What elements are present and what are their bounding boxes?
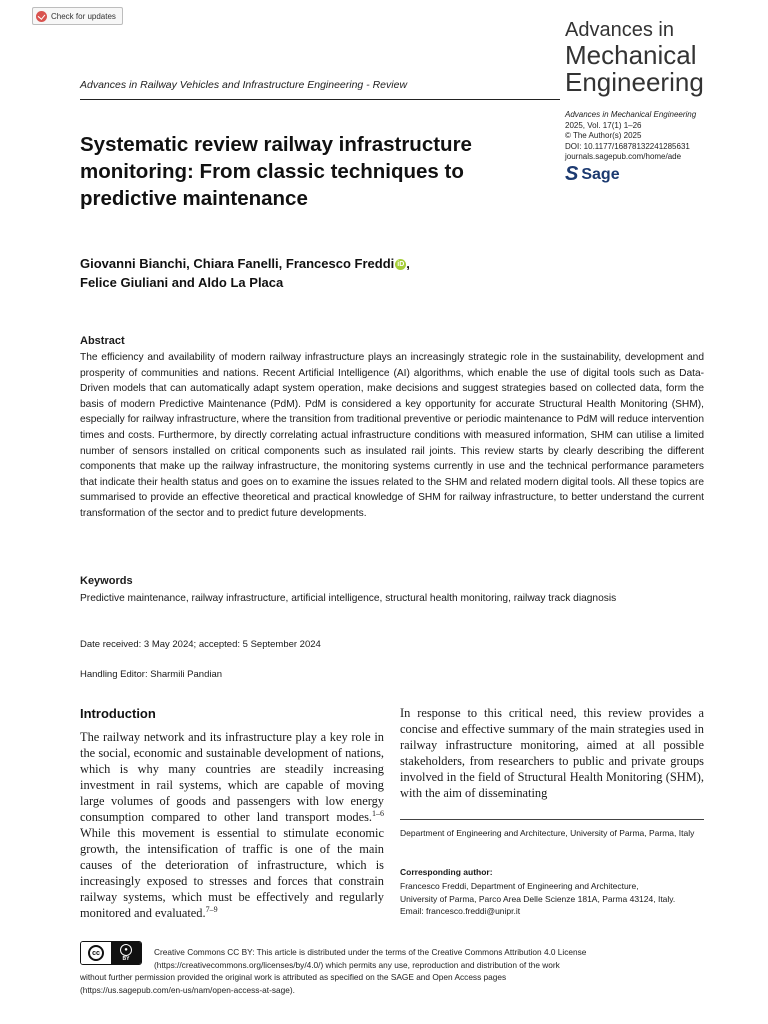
introduction-paragraph-1 — [80, 729, 384, 921]
meta-volume: 2025, Vol. 17(1) 1–26 — [565, 120, 642, 130]
corr-email[interactable]: Email: francesco.freddi@unipr.it — [400, 906, 521, 916]
corresponding-author-heading: Corresponding author: — [400, 867, 493, 877]
citation-ref-2[interactable]: 7–9 — [205, 904, 218, 914]
publisher-name: Sage — [581, 165, 620, 183]
orcid-icon[interactable]: iD — [397, 261, 405, 269]
license-line2[interactable]: (https://creativecommons.org/licenses/by/4.0/) which permits any use, reproduction and distribution of the work — [154, 959, 560, 970]
meta-journal: Advances in Mechanical Engineering — [565, 110, 697, 119]
license-line3: without further permission provided the original work is attributed as specified on the SAGE and Open Access pages — [80, 972, 507, 983]
meta-doi[interactable]: DOI: 10.1177/16878132241285631 — [565, 141, 690, 151]
intro-p1-part-b: While this movement is essential to stimulate economic growth, the intensification of traffic is one of the main causes of the deterioration of infrastructure, which is increasingly exposed to stresses and forces that constrain railway systems, which must be effectively and regularly monitored and evaluated. — [80, 826, 384, 920]
corresponding-author — [400, 880, 704, 918]
meta-copyright: © The Author(s) 2025 — [565, 131, 642, 140]
license-line1: Creative Commons CC BY: This article is distributed under the terms of the Creative Commons Attribution 4.0 License — [154, 947, 587, 957]
journal-logo-line3: Engineering — [565, 67, 704, 97]
meta-url[interactable]: journals.sagepub.com/home/ade — [565, 152, 682, 161]
authors-line1-end: , — [406, 256, 410, 271]
journal-logo — [565, 20, 704, 95]
license-text — [80, 946, 700, 996]
publisher-logo — [565, 163, 620, 186]
article-title: Systematic review railway infrastructure monitoring: From classic techniques to predictive maintenance — [80, 133, 472, 210]
check-for-updates-label: Check for updates — [51, 11, 116, 21]
keywords-text: Predictive maintenance, railway infrastructure, artificial intelligence, structural health monitoring, railway track diagnosis — [80, 593, 617, 604]
corr-line1: Francesco Freddi, Department of Engineering and Architecture, — [400, 881, 639, 891]
header-rule — [80, 99, 560, 100]
journal-logo-line2: Mechanical — [565, 40, 697, 70]
keywords-heading: Keywords — [80, 575, 133, 587]
check-updates-icon — [36, 11, 47, 22]
citation-ref-1[interactable]: 1–6 — [372, 808, 384, 818]
license-line4[interactable]: (https://us.sagepub.com/en-us/nam/open-access-at-sage). — [80, 984, 295, 995]
intro-p1-part-a: The railway network and its infrastructure play a key role in the social, economic and sustainable development of nations, which is why many countries are steadily increasing investment in rail systems, which are capable of moving large volumes of goods and passengers with low energy consumption compared to other land transport modes. — [80, 730, 384, 824]
cc-by-badge[interactable] — [80, 941, 142, 965]
article-meta — [565, 110, 696, 163]
check-for-updates-badge[interactable] — [32, 7, 123, 25]
cc-icon: cc — [88, 945, 104, 961]
introduction-paragraph-2: In response to this critical need, this review provides a concise and effective summary of the main strategies used in railway infrastructure monitoring, aimed at all possible stakeholders, from researchers to public and private groups involved in the field of Structural Health Monitoring (SHM), with the aim of disseminating — [400, 706, 704, 800]
person-icon: ● — [120, 944, 132, 956]
introduction-heading: Introduction — [80, 706, 156, 721]
journal-logo-line1: Advances in — [565, 19, 674, 41]
dates-received: Date received: 3 May 2024; accepted: 5 September 2024 — [80, 639, 321, 650]
affiliation: Department of Engineering and Architecture, University of Parma, Parma, Italy — [400, 828, 695, 838]
by-label: BY — [122, 956, 130, 962]
corr-line2: University of Parma, Parco Area Delle Scienze 181A, Parma 43124, Italy. — [400, 893, 676, 904]
footnote-rule — [400, 819, 704, 820]
author-list — [80, 254, 560, 292]
sage-s-icon: S — [565, 163, 579, 185]
handling-editor: Handling Editor: Sharmili Pandian — [80, 669, 223, 680]
abstract-heading: Abstract — [80, 335, 125, 347]
abstract-text: The efficiency and availability of modern railway infrastructure plays an increasingly strategic role in the sustainability, development and prosperity of communities and nations. Recent Artificial Intelligence (AI) algorithms, which enable the use of digital tools such as Data-Driven models that can automatically adapt system operation, make decisions and suggest strategies based on collected data, form the basis of modern Predictive Maintenance (PdM). PdM is considered a key opportunity for accurate Structural Health Monitoring (SHM), especially for railway infrastructure, where the transition from traditional preventive or periodic maintenance to PdM will reduce intervention times and costs. Furthermore, by directly correlating actual infrastructure conditions with measured information, SHM can utilise a limited number of sensors installed on critical components such as insulated rail joints. This review starts by clearly describing the different components that make up the railway infrastructure, the monitoring systems currently in use and the technical performance parameters that indicate their health status and goes on to examine the issues related to the SHM and related modern digital tools. All these topics are summarised to provide an effective theoretical and practical knowledge of SHM for railway infrastructure, to better understand the current transformation of the sector and to predict future developments. — [80, 352, 704, 519]
series-header: Advances in Railway Vehicles and Infrastructure Engineering - Review — [80, 79, 408, 91]
authors-line1: Giovanni Bianchi, Chiara Fanelli, Francesco Freddi — [80, 256, 395, 271]
authors-line2: Felice Giuliani and Aldo La Placa — [80, 275, 284, 290]
